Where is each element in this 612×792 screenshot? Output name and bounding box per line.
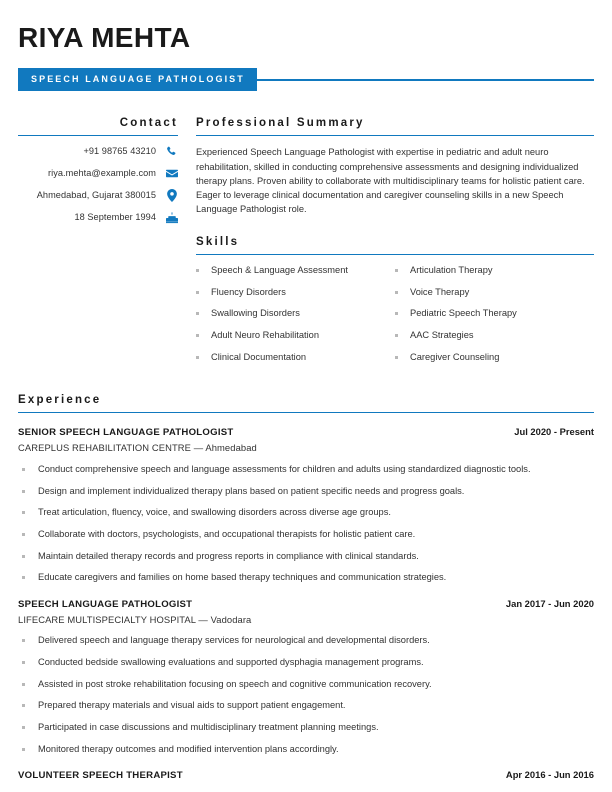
skills-divider (196, 254, 594, 256)
summary-heading: Professional Summary (196, 117, 365, 130)
bullet-icon (22, 533, 25, 536)
experience-section (0, 394, 612, 783)
contact-column (18, 117, 196, 233)
experience-entry-header (18, 598, 594, 612)
bullet-icon (395, 356, 398, 359)
resume-header (0, 0, 612, 91)
bullet-icon (395, 312, 398, 315)
list-item (18, 721, 594, 734)
job-bullet-text: Prepared therapy materials and visual aids to support patient engagement. (38, 700, 346, 711)
bullet-icon (196, 291, 199, 294)
job-date: Apr 2016 - Jun 2016 (505, 768, 594, 780)
list-item (18, 485, 594, 498)
job-bullet-text: Conducted bedside swallowing evaluations and supported dysphagia management programs. (38, 656, 424, 667)
list-item (18, 571, 594, 584)
phone-icon (165, 145, 178, 158)
contact-item-email (18, 167, 178, 180)
job-title: SENIOR SPEECH LANGUAGE PATHOLOGIST (18, 427, 234, 439)
job-bullet-text: Monitored therapy outcomes and modified intervention plans accordingly. (38, 743, 339, 754)
job-bullet-text: Maintain detailed therapy records and progress reports in compliance with clinical standards. (38, 550, 419, 561)
bullet-icon (22, 490, 25, 493)
job-company: LIFECARE MULTISPECIALTY HOSPITAL — Vadodara (18, 613, 252, 625)
bullet-icon (22, 555, 25, 558)
contact-item-birthdate (18, 211, 178, 224)
skill-label: Adult Neuro Rehabilitation (211, 330, 320, 341)
bullet-icon (395, 334, 398, 337)
job-date: Jan 2017 - Jun 2020 (505, 597, 594, 609)
list-item (18, 678, 594, 691)
list-item (196, 286, 387, 298)
bullet-icon (196, 356, 199, 359)
bullet-icon (196, 334, 199, 337)
experience-heading: Experience (18, 394, 102, 407)
summary-section (196, 117, 594, 216)
experience-entry-header (18, 426, 594, 440)
contact-email-value: riya.mehta@example.com (48, 167, 156, 178)
list-item (395, 351, 594, 363)
experience-entry (18, 769, 594, 783)
summary-text: Experienced Speech Language Pathologist with expertise in pediatric and adult neuro rehabilitation, skilled in conducting comprehensive assessments and designing individualized therapy plans. Proven ability to collaborate with multidisciplinary teams for holistic patient care. Eager to leverage clinical documentation and caregiver counseling skills in a new Speech Language Pathologist role. (196, 147, 585, 214)
bullet-icon (22, 639, 25, 642)
job-bullet-text: Treat articulation, fluency, voice, and swallowing disorders across diverse age groups. (38, 507, 391, 518)
envelope-icon (165, 167, 178, 180)
list-item (18, 528, 594, 541)
job-title: SPEECH LANGUAGE PATHOLOGIST (18, 598, 193, 610)
summary-divider (196, 135, 594, 137)
job-date: Jul 2020 - Present (514, 426, 594, 438)
experience-entry (18, 426, 594, 584)
birthday-cake-icon (165, 211, 178, 224)
list-item (18, 550, 594, 563)
experience-entry-header (18, 769, 594, 783)
contact-item-phone (18, 145, 178, 158)
page-title: RIYA MEHTA (18, 22, 191, 53)
skills-grid (196, 264, 594, 372)
list-item (18, 743, 594, 756)
skill-label: Clinical Documentation (211, 351, 307, 362)
bullet-icon (22, 726, 25, 729)
list-item (18, 699, 594, 712)
list-item (18, 634, 594, 647)
job-bullet-text: Delivered speech and language therapy services for neurological and developmental disorders. (38, 635, 430, 646)
experience-divider (18, 412, 594, 414)
bullet-icon (22, 704, 25, 707)
skill-label: Articulation Therapy (410, 265, 493, 276)
job-bullet-text: Participated in case discussions and multidisciplinary treatment planning meetings. (38, 721, 379, 732)
job-bullet-text: Conduct comprehensive speech and language assessments for children and adults using standardized diagnostic tools. (38, 463, 531, 474)
list-item (196, 329, 387, 341)
skill-label: Fluency Disorders (211, 286, 286, 297)
skills-section (196, 236, 594, 372)
upper-columns (0, 117, 612, 372)
bullet-icon (196, 269, 199, 272)
job-bullet-text: Educate caregivers and families on home based therapy techniques and communication strategies. (38, 572, 447, 583)
skill-label: Speech & Language Assessment (211, 265, 348, 276)
list-item (18, 506, 594, 519)
bullet-icon (22, 683, 25, 686)
list-item (18, 656, 594, 669)
bullet-icon (196, 312, 199, 315)
skill-label: Pediatric Speech Therapy (410, 308, 517, 319)
job-bullet-text: Assisted in post stroke rehabilitation focusing on speech and cognitive communication recovery. (38, 678, 432, 689)
job-title-row (18, 68, 594, 91)
contact-list (18, 145, 178, 224)
contact-divider (18, 135, 178, 137)
skill-label: Voice Therapy (410, 286, 470, 297)
job-company: CAREPLUS REHABILITATION CENTRE — Ahmedabad (18, 442, 257, 454)
experience-entry (18, 598, 594, 756)
bullet-icon (22, 511, 25, 514)
bullet-icon (395, 269, 398, 272)
list-item (395, 286, 594, 298)
skills-column-right (395, 264, 594, 372)
contact-phone-value: +91 98765 43210 (83, 145, 156, 156)
header-divider (257, 79, 594, 81)
skill-label: Swallowing Disorders (211, 308, 300, 319)
list-item (395, 307, 594, 319)
contact-birthdate-value: 18 September 1994 (74, 211, 156, 222)
job-bullet-text: Design and implement individualized therapy plans based on patient specific needs and progress goals. (38, 485, 465, 496)
bullet-icon (22, 468, 25, 471)
job-bullet-text: Collaborate with doctors, psychologists, and occupational therapists for holistic patient care. (38, 529, 416, 540)
contact-item-location (18, 189, 178, 202)
job-title-badge: SPEECH LANGUAGE PATHOLOGIST (18, 68, 257, 91)
bullet-icon (22, 748, 25, 751)
list-item (196, 351, 387, 363)
job-bullet-list (18, 463, 594, 585)
job-bullet-list (18, 634, 594, 756)
skill-label: Caregiver Counseling (410, 351, 500, 362)
skills-column-left (196, 264, 395, 372)
bullet-icon (22, 576, 25, 579)
bullet-icon (395, 291, 398, 294)
location-pin-icon (165, 189, 178, 202)
list-item (395, 329, 594, 341)
contact-heading: Contact (119, 117, 178, 130)
skill-label: AAC Strategies (410, 330, 474, 341)
list-item (196, 264, 387, 276)
job-title: VOLUNTEER SPEECH THERAPIST (18, 769, 183, 781)
list-item (395, 264, 594, 276)
skills-heading: Skills (196, 236, 240, 249)
summary-skills-column (196, 117, 594, 372)
bullet-icon (22, 661, 25, 664)
list-item (196, 307, 387, 319)
list-item (18, 463, 594, 476)
contact-location-value: Ahmedabad, Gujarat 380015 (36, 189, 156, 200)
